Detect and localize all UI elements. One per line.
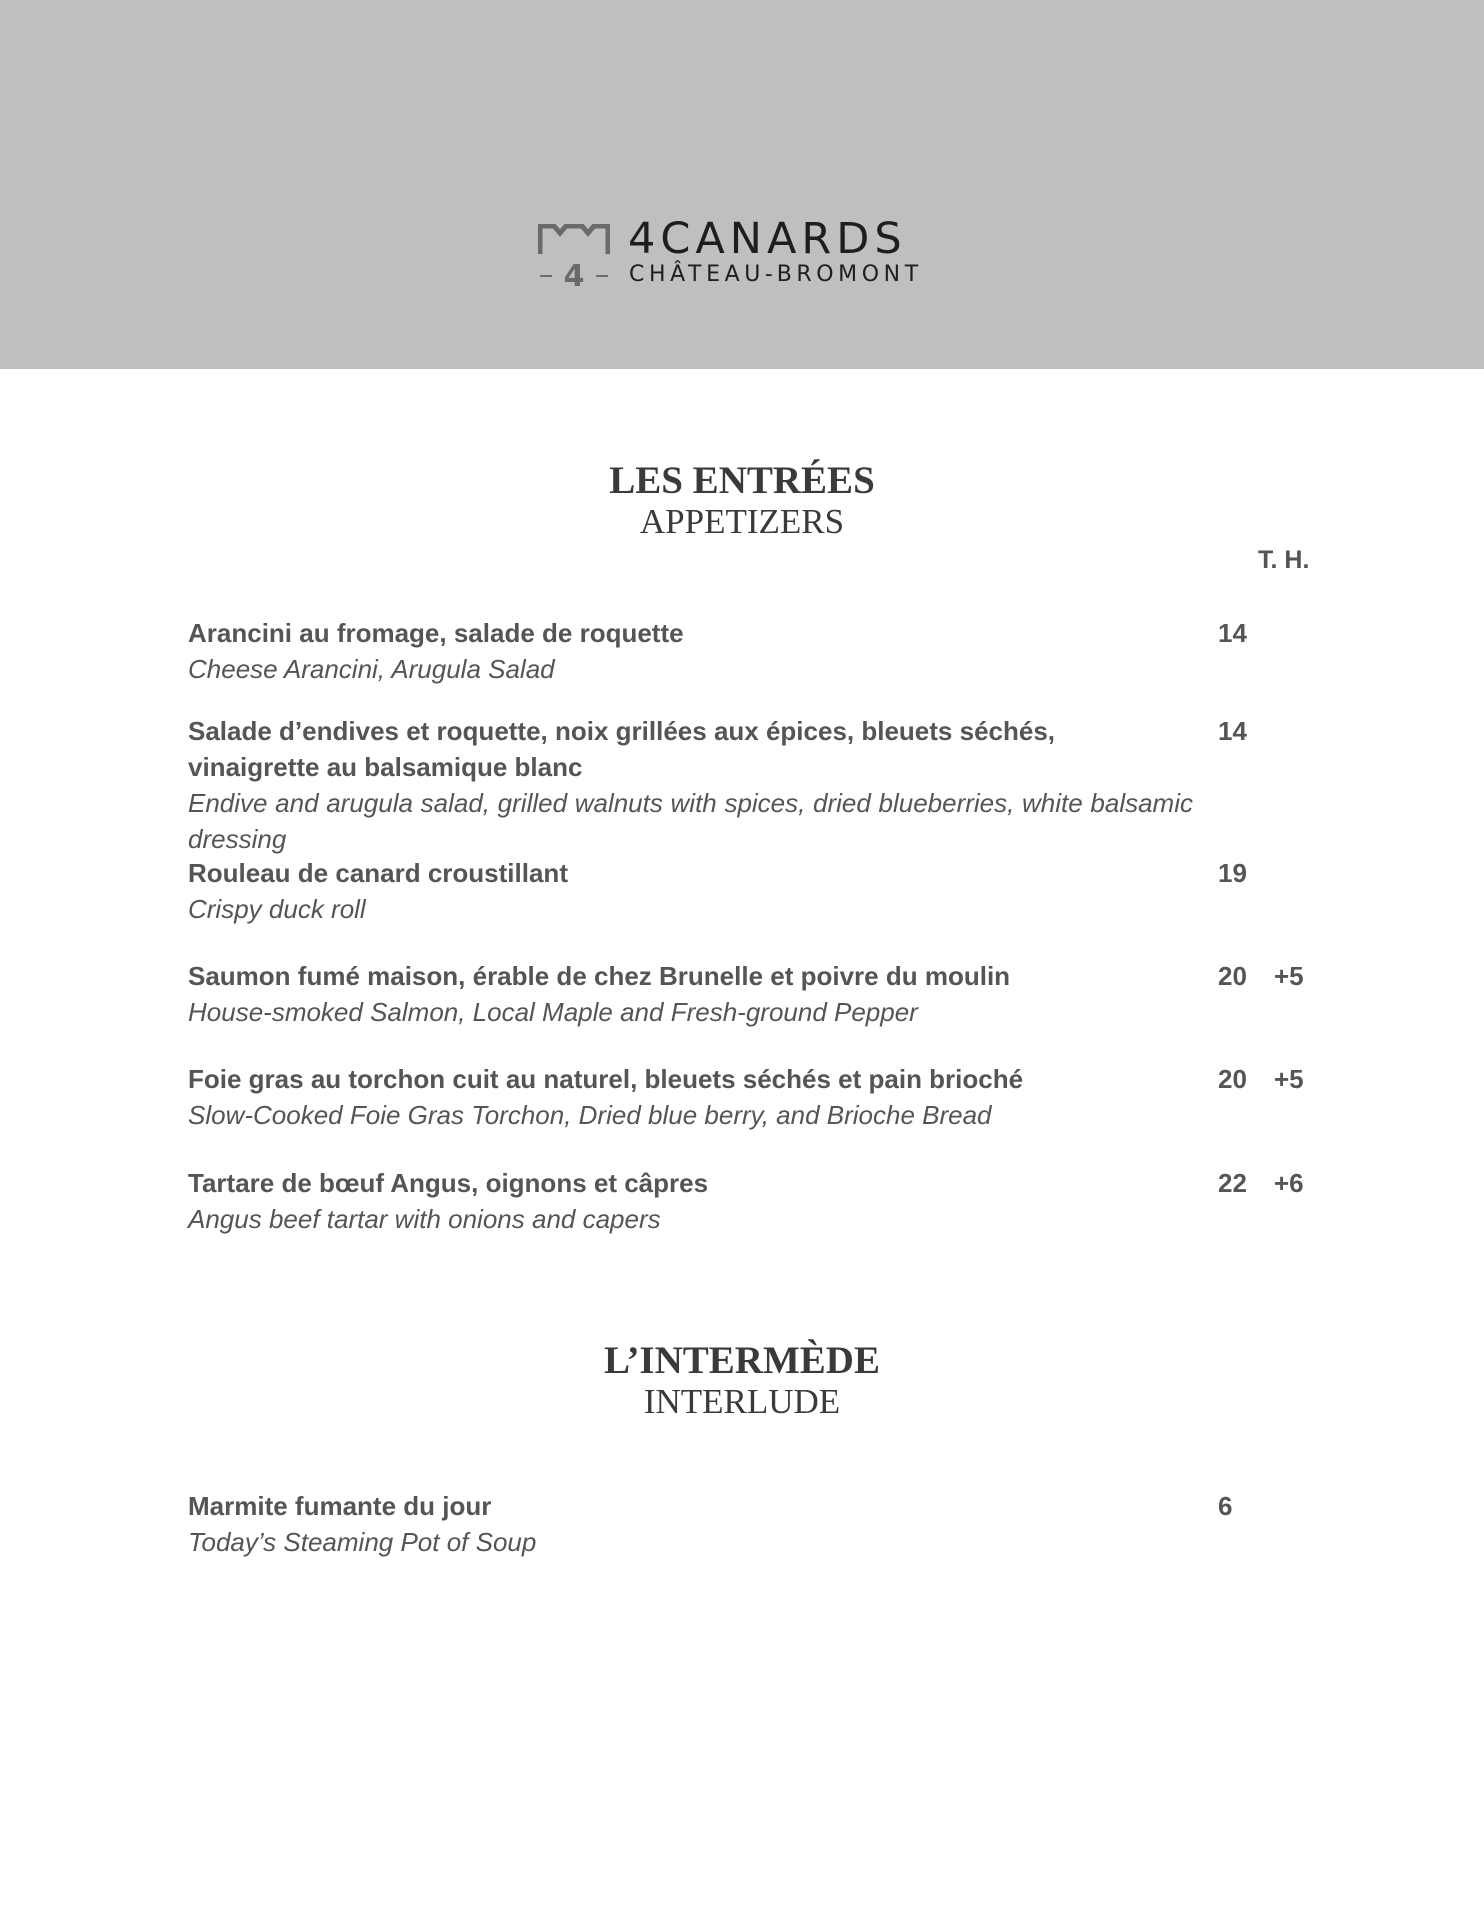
item-name-en: Angus beef tartar with onions and capers: [188, 1204, 661, 1234]
item-name-fr: Saumon fumé maison, érable de chez Brunelle et poivre du moulin: [188, 961, 1011, 991]
item-name-en: Cheese Arancini, Arugula Salad: [188, 654, 555, 684]
item-name-fr: Marmite fumante du jour: [188, 1491, 492, 1521]
logo-numeral: 4: [563, 259, 585, 290]
menu-item: [188, 958, 1308, 1030]
item-name-fr: Arancini au fromage, salade de roquette: [188, 618, 684, 648]
interlude-subtitle: INTERLUDE: [643, 1382, 841, 1421]
menu-item: [188, 615, 1308, 687]
castle-logo-icon: [538, 224, 610, 290]
brand-location: CHÂTEAU-BROMONT: [629, 262, 923, 287]
item-name-en: Slow-Cooked Foie Gras Torchon, Dried blue berry, and Brioche Bread: [188, 1100, 992, 1130]
item-price: 19: [1218, 858, 1247, 888]
item-supplement: +6: [1274, 1168, 1304, 1198]
appetizers-title: LES ENTRÉES: [609, 459, 875, 502]
item-name-fr: Foie gras au torchon cuit au naturel, bleuets séchés et pain brioché: [188, 1064, 1024, 1094]
item-name-fr: Rouleau de canard croustillant: [188, 858, 568, 888]
menu-item: [188, 1061, 1308, 1133]
item-supplement: +5: [1274, 961, 1304, 991]
item-name-fr: Salade d’endives et roquette, noix grillées aux épices, bleuets séchés, vinaigrette au balsamique blanc: [188, 716, 1056, 782]
item-price: 6: [1218, 1491, 1233, 1521]
item-price: 20: [1218, 961, 1247, 991]
item-price: 14: [1218, 716, 1247, 746]
item-name-en: Today’s Steaming Pot of Soup: [188, 1527, 537, 1557]
menu-item: [188, 855, 1308, 927]
item-price: 20: [1218, 1064, 1247, 1094]
appetizers-subtitle: APPETIZERS: [639, 502, 845, 541]
brand-logo: [538, 214, 958, 300]
menu-item: [188, 1488, 1308, 1560]
menu-item: [188, 1165, 1308, 1237]
item-name-en: Crispy duck roll: [188, 894, 366, 924]
brand-name: 4CANARDS: [628, 214, 907, 264]
item-supplement: +5: [1274, 1064, 1304, 1094]
item-name-en: House-smoked Salmon, Local Maple and Fresh-ground Pepper: [188, 997, 918, 1027]
item-price: 22: [1218, 1168, 1247, 1198]
header-band: [0, 0, 1484, 369]
item-name-en: Endive and arugula salad, grilled walnuts with spices, dried blueberries, white balsamic dressing: [188, 788, 1193, 854]
menu-item: [188, 713, 1308, 857]
item-price: 14: [1218, 618, 1247, 648]
item-name-fr: Tartare de bœuf Angus, oignons et câpres: [188, 1168, 709, 1198]
interlude-title: L’INTERMÈDE: [604, 1339, 880, 1382]
supplement-column-label: T. H.: [1258, 546, 1310, 574]
